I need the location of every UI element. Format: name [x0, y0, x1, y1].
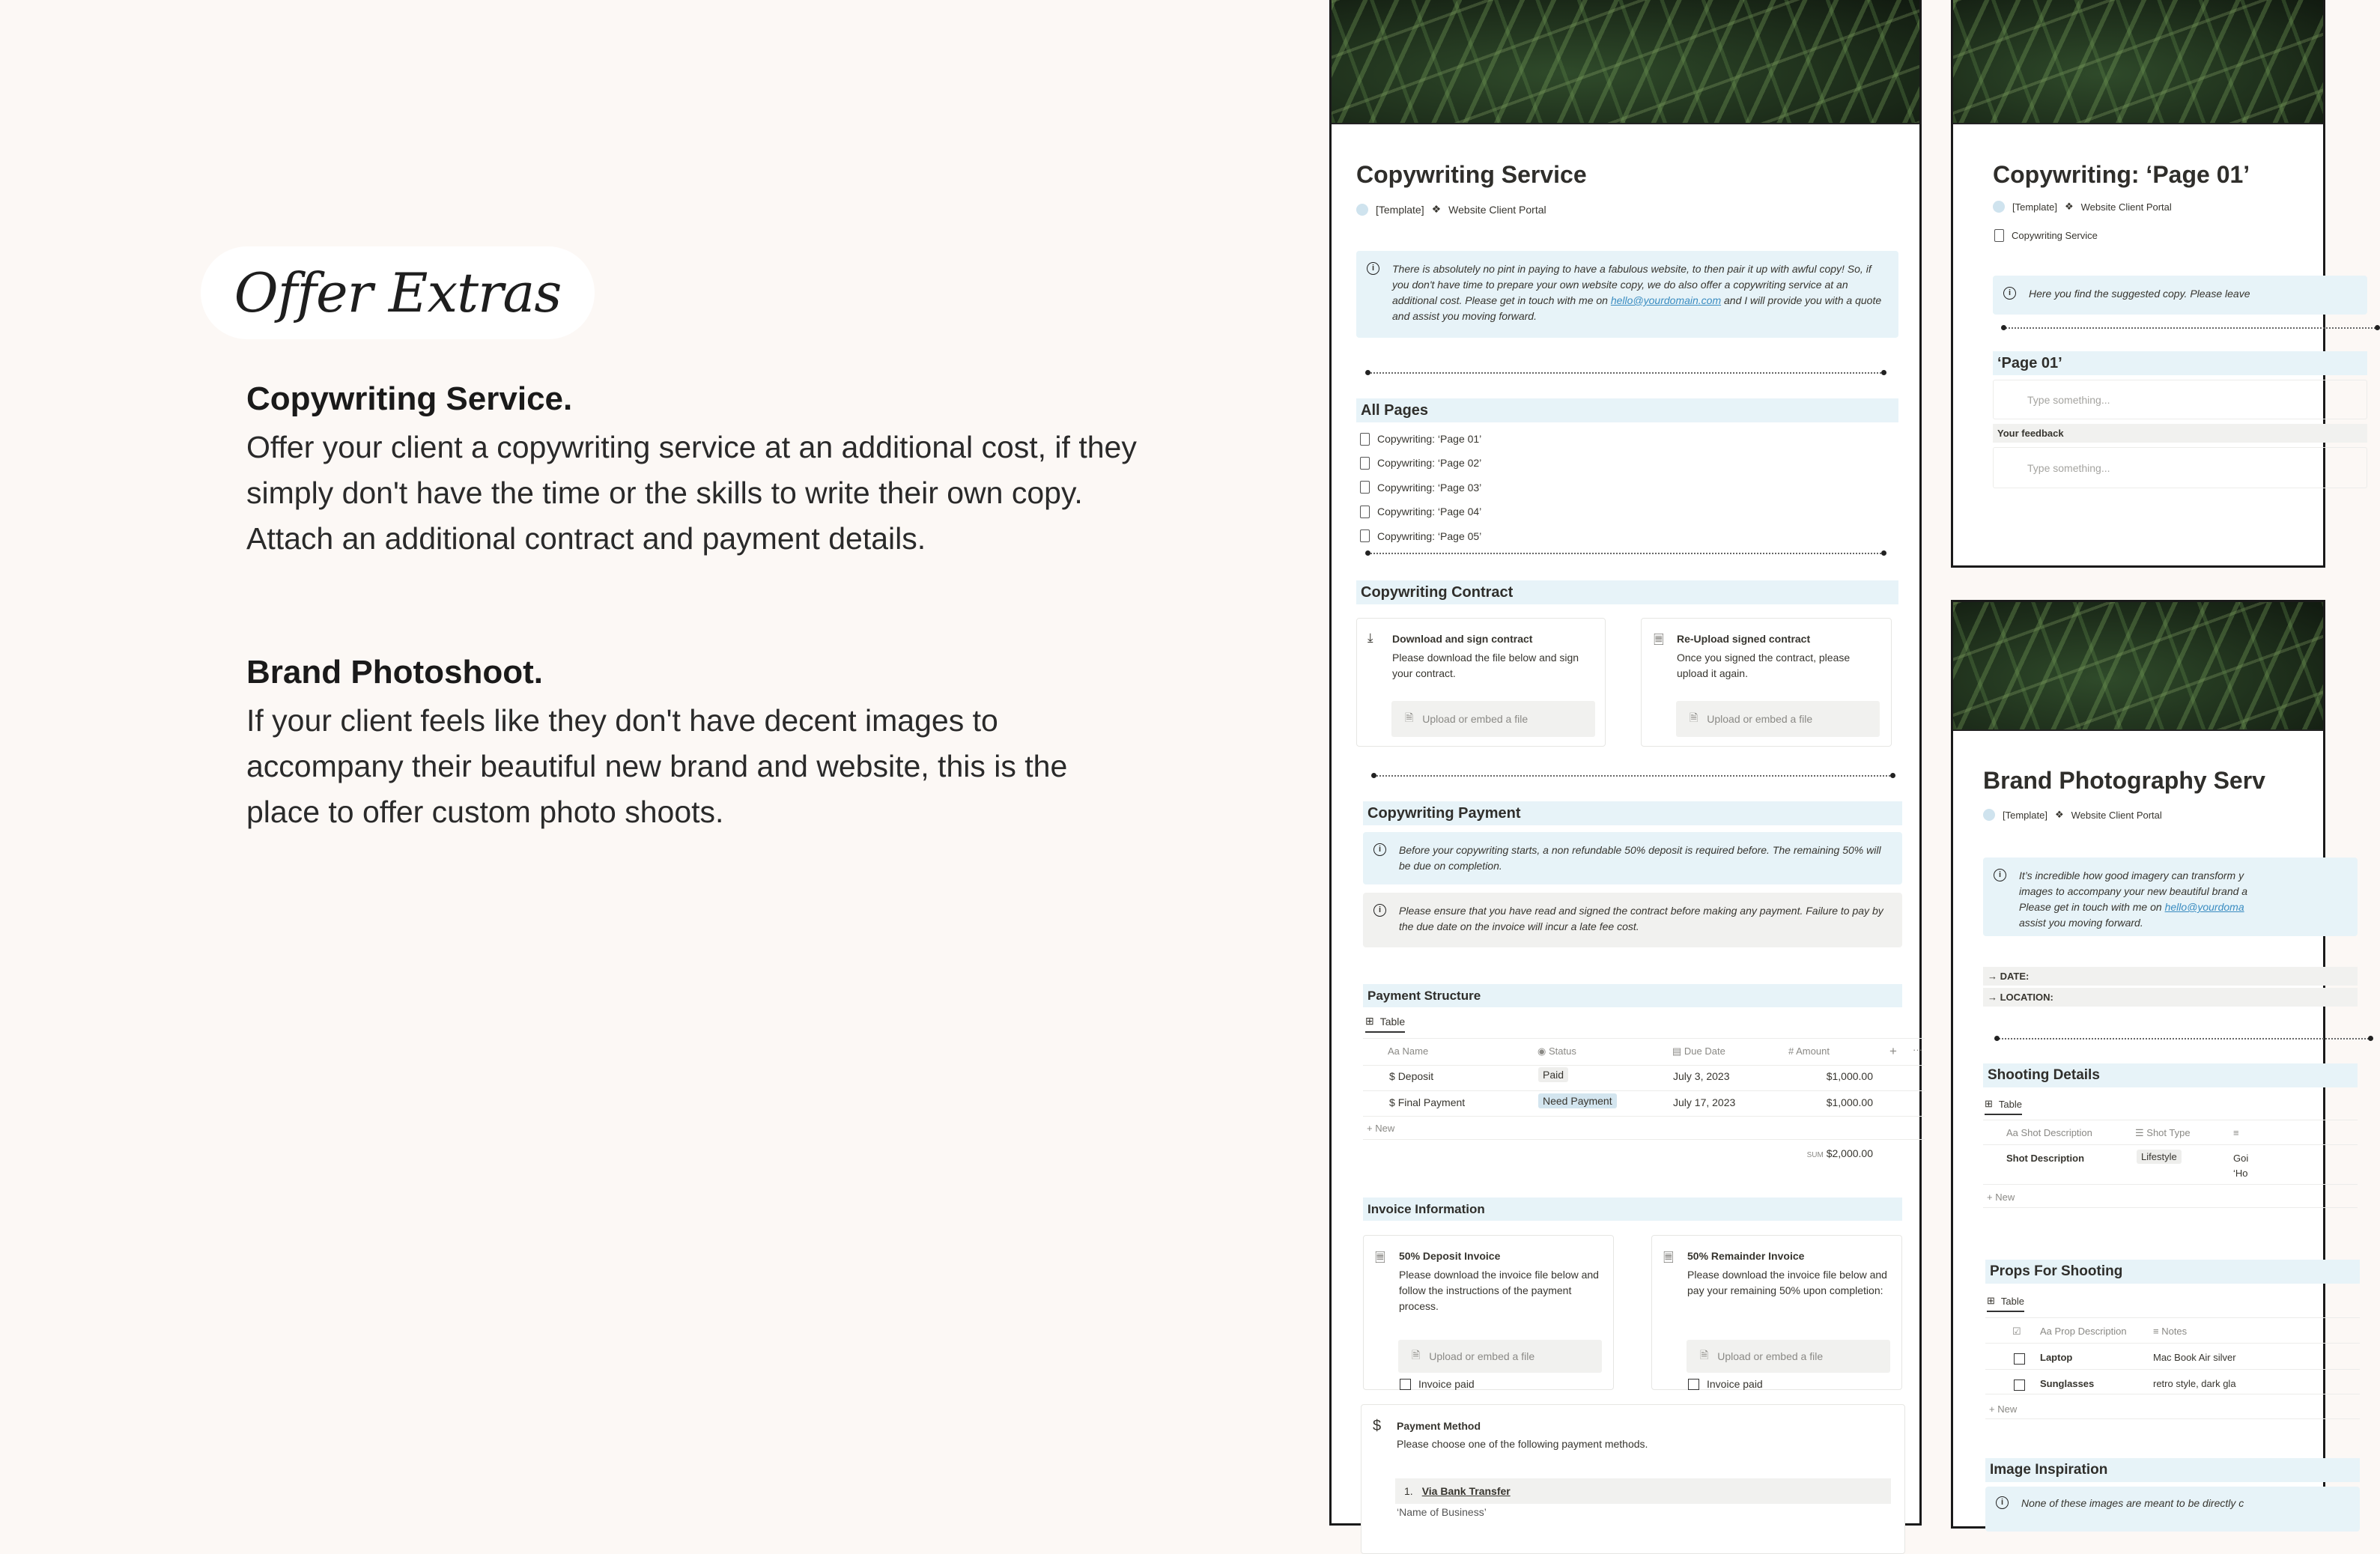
- info-icon: i: [1373, 843, 1386, 856]
- deposit-invoice-card: [1363, 1235, 1614, 1390]
- cover-image: [1953, 602, 2323, 731]
- document-icon: 🗏: [1654, 633, 1664, 647]
- divider: [2003, 327, 2378, 329]
- card-desc: Please download the invoice file below and follow the instructions of the payment process.: [1399, 1269, 1599, 1312]
- page-link[interactable]: Copywriting: ‘Page 02’: [1360, 451, 1481, 475]
- diamond-icon: ❖: [2064, 201, 2074, 212]
- offer-extras-badge: [201, 246, 595, 339]
- file-upload-icon: 🗎: [1700, 1349, 1709, 1361]
- card-title: 50% Remainder Invoice: [1687, 1250, 1805, 1262]
- copywriting-service-page: [1329, 0, 1922, 1526]
- card-desc: Please choose one of the following payment methods.: [1397, 1438, 1648, 1450]
- reupload-contract-card: [1641, 618, 1892, 747]
- dollar-icon: $: [1373, 1418, 1382, 1434]
- payment-heading: Copywriting Payment: [1363, 801, 1902, 825]
- section-heading: Brand Photoshoot.: [246, 654, 543, 691]
- column-amount[interactable]: # Amount: [1788, 1045, 1830, 1057]
- table-row[interactable]: $ Deposit: [1389, 1070, 1434, 1082]
- card-title: Re-Upload signed contract: [1677, 633, 1811, 645]
- section-heading: Copywriting Service.: [246, 380, 573, 417]
- upload-file-button[interactable]: 🗎 Upload or embed a file: [1687, 1340, 1890, 1373]
- info-callout: i Here you find the suggested copy. Please leave: [1993, 276, 2367, 315]
- section-body: If your client feels like they don't have decent images to accompany their beautiful new brand and website, this is the place to offer custom photo shoots.: [246, 703, 1068, 829]
- dollar-icon: $: [1389, 1096, 1398, 1108]
- date-field: → DATE:: [1983, 967, 2358, 986]
- contract-warning-callout: i Please ensure that you have read and signed the contract before making any payment. Failure to pay by the due date on the invoice will incur a late fee cost.: [1363, 893, 1902, 947]
- page-01-preview: [1951, 0, 2325, 568]
- page-title: Brand Photography Serv: [1983, 767, 2265, 794]
- table-row[interactable]: Laptop: [2040, 1352, 2073, 1363]
- props-heading: Props For Shooting: [1985, 1260, 2360, 1284]
- table-view-tab[interactable]: ⊞ Table: [1987, 1295, 2024, 1312]
- page-title: Copywriting: ‘Page 01’: [1993, 161, 2250, 188]
- remainder-invoice-card: [1651, 1235, 1902, 1390]
- badge-text: Offer Extras: [234, 261, 562, 324]
- contract-heading: Copywriting Contract: [1356, 580, 1898, 604]
- page-icon: [1360, 433, 1370, 446]
- card-desc: Once you signed the contract, please upload it again.: [1677, 652, 1851, 679]
- due-date: July 3, 2023: [1673, 1070, 1730, 1082]
- business-name: ‘Name of Business’: [1397, 1506, 1487, 1518]
- feedback-input[interactable]: Type something...: [1993, 447, 2367, 488]
- location-field: → LOCATION:: [1983, 988, 2358, 1007]
- divider: [1373, 775, 1893, 777]
- file-upload-icon: 🗎: [1405, 711, 1414, 723]
- download-icon: ⤓: [1367, 631, 1373, 645]
- info-icon: i: [1996, 1496, 2009, 1509]
- card-title: 50% Deposit Invoice: [1399, 1250, 1501, 1262]
- crumb-portal[interactable]: Website Client Portal: [1448, 203, 1546, 216]
- cover-image: [1953, 0, 2323, 124]
- email-link[interactable]: hello@yourdoma: [2164, 901, 2244, 913]
- table-view-tab[interactable]: ⊞ Table: [1985, 1098, 2022, 1115]
- card-desc: Please download the invoice file below and pay your remaining 50% upon completion:: [1687, 1269, 1887, 1296]
- table-icon: ⊞: [1365, 1015, 1374, 1027]
- shot-type-tag: Lifestyle: [2137, 1151, 2182, 1162]
- page-link[interactable]: Copywriting: ‘Page 03’: [1360, 475, 1481, 500]
- email-link[interactable]: hello@yourdomain.com: [1610, 294, 1722, 306]
- prop-checkbox[interactable]: [2014, 1353, 2025, 1365]
- table-icon: ⊞: [1985, 1098, 1993, 1109]
- page-list: [1360, 427, 1481, 548]
- page-icon: [1994, 229, 2004, 242]
- diamond-icon: ❖: [1431, 203, 1442, 215]
- divider: [1367, 553, 1884, 554]
- table-icon: ⊞: [1987, 1295, 1995, 1306]
- status-badge: Need Payment: [1538, 1095, 1617, 1108]
- breadcrumb[interactable]: [Template] ❖ Website Client Portal: [1993, 201, 2172, 213]
- page-icon: [1360, 529, 1370, 542]
- copy-input[interactable]: Type something...: [1993, 380, 2367, 419]
- divider: [1367, 372, 1884, 374]
- info-icon: i: [2003, 287, 2016, 300]
- card-title: Payment Method: [1397, 1420, 1481, 1432]
- table-view-tab[interactable]: ⊞ Table: [1365, 1015, 1405, 1033]
- new-row-button[interactable]: + New: [1989, 1403, 2018, 1415]
- file-upload-icon: 🗎: [1412, 1349, 1421, 1361]
- column-name[interactable]: Aa Name: [1388, 1045, 1429, 1057]
- shooting-details-heading: Shooting Details: [1983, 1063, 2358, 1087]
- page-icon: [1360, 457, 1370, 470]
- bank-transfer-option[interactable]: 1. Via Bank Transfer: [1395, 1478, 1891, 1504]
- column-notes-icon[interactable]: ≡: [2233, 1127, 2239, 1138]
- page-icon: [1360, 506, 1370, 518]
- info-icon: i: [1994, 869, 2006, 881]
- divider: [1997, 1038, 2371, 1039]
- page-link[interactable]: Copywriting: ‘Page 05’: [1360, 523, 1481, 548]
- document-icon: 🗏: [1375, 1251, 1385, 1265]
- page-link[interactable]: Copywriting: ‘Page 01’: [1360, 427, 1481, 451]
- feedback-label: Your feedback: [1993, 424, 2367, 443]
- info-callout: i It’s incredible how good imagery can transform y images to accompany your new beautiful brand a Please get in touch with me on hello@yourdoma assist you moving forward.: [1983, 858, 2358, 936]
- invoice-paid-checkbox[interactable]: Invoice paid: [1400, 1378, 1475, 1390]
- section-heading: ‘Page 01’: [1993, 351, 2367, 375]
- portal-icon: [1356, 204, 1368, 216]
- all-pages-heading: All Pages: [1356, 398, 1898, 422]
- download-contract-card: [1356, 618, 1606, 747]
- new-row-button[interactable]: + New: [1987, 1192, 2015, 1203]
- payment-structure-heading: Payment Structure: [1363, 984, 1902, 1007]
- table-row[interactable]: Sunglasses: [2040, 1378, 2095, 1389]
- deposit-callout: i Before your copywriting starts, a non refundable 50% deposit is required before. The remaining 50% will be due on completion.: [1363, 832, 1902, 884]
- divider: [1363, 1038, 1925, 1039]
- more-icon[interactable]: ···: [1913, 1044, 1922, 1055]
- column-notes[interactable]: ≡ Notes: [2153, 1326, 2188, 1337]
- upload-file-button[interactable]: 🗎 Upload or embed a file: [1398, 1340, 1602, 1373]
- payment-method-card: [1361, 1404, 1905, 1554]
- section-body: Offer your client a copywriting service at an additional cost, if they simply don't have the time or the skills to write their own copy. Attach an additional contract and payment details.: [246, 430, 1137, 556]
- sum-total: SUM $2,000.00: [1806, 1147, 1873, 1159]
- parent-page-link[interactable]: Copywriting Service: [1994, 229, 2098, 242]
- notes-cell: retro style, dark gla: [2153, 1378, 2236, 1389]
- card-title: Download and sign contract: [1392, 633, 1533, 645]
- info-callout: i None of these images are meant to be directly c: [1985, 1487, 2360, 1532]
- column-prop-description[interactable]: Aa Prop Description: [2040, 1326, 2127, 1337]
- prop-checkbox[interactable]: [2014, 1380, 2025, 1391]
- notes-cell: Goi: [2233, 1153, 2249, 1164]
- notes-cell: ‘Ho: [2233, 1168, 2248, 1179]
- due-date: July 17, 2023: [1673, 1096, 1736, 1108]
- notes-cell: Mac Book Air silver: [2153, 1352, 2236, 1363]
- info-icon: i: [1373, 904, 1386, 917]
- document-icon: 🗏: [1663, 1251, 1674, 1265]
- upload-file-button[interactable]: 🗎 Upload or embed a file: [1676, 701, 1880, 737]
- breadcrumb[interactable]: [1356, 203, 1546, 216]
- cover-image: [1332, 0, 1919, 124]
- column-shot-type[interactable]: ☰ Shot Type: [2135, 1127, 2191, 1138]
- dollar-icon: $: [1389, 1070, 1398, 1082]
- add-column-icon[interactable]: +: [1889, 1044, 1897, 1058]
- card-desc: Please download the file below and sign your contract.: [1392, 652, 1579, 679]
- info-callout: i There is absolutely no pint in paying to have a fabulous website, to then pair it up with awful copy! So, if you don't have time to prepare your own website copy, we do also offer a copywriting service at an additional cost. Please get in touch with me on hello@yourdomain.com and I will provide you with a quote and assist you moving forward.: [1356, 251, 1898, 338]
- status-badge: Paid: [1538, 1069, 1568, 1082]
- page-icon: [1360, 481, 1370, 494]
- page-link[interactable]: Copywriting: ‘Page 04’: [1360, 500, 1481, 523]
- diamond-icon: ❖: [2054, 809, 2064, 820]
- column-due-date[interactable]: ▤ Due Date: [1672, 1045, 1725, 1057]
- info-icon: i: [1367, 262, 1379, 275]
- amount: $1,000.00: [1826, 1070, 1873, 1082]
- column-status[interactable]: ◉ Status: [1537, 1045, 1576, 1057]
- breadcrumb[interactable]: [Template] ❖ Website Client Portal: [1983, 809, 2162, 821]
- invoice-heading: Invoice Information: [1363, 1198, 1902, 1221]
- crumb-template[interactable]: [Template]: [1376, 203, 1424, 216]
- invoice-paid-checkbox[interactable]: Invoice paid: [1688, 1378, 1763, 1390]
- column-shot-description[interactable]: Aa Shot Description: [2006, 1127, 2092, 1138]
- page-title: Copywriting Service: [1356, 161, 1587, 188]
- checkbox-column-icon[interactable]: ☑: [2012, 1326, 2021, 1337]
- new-row-button[interactable]: + New: [1367, 1123, 1395, 1134]
- inspiration-heading: Image Inspiration: [1985, 1458, 2360, 1482]
- amount: $1,000.00: [1826, 1096, 1873, 1108]
- file-upload-icon: 🗎: [1690, 711, 1699, 723]
- brand-photography-page: [1951, 600, 2325, 1529]
- table-row[interactable]: $ Final Payment: [1389, 1096, 1466, 1108]
- table-row[interactable]: Shot Description: [2006, 1153, 2085, 1164]
- upload-file-button[interactable]: 🗎 Upload or embed a file: [1391, 701, 1595, 737]
